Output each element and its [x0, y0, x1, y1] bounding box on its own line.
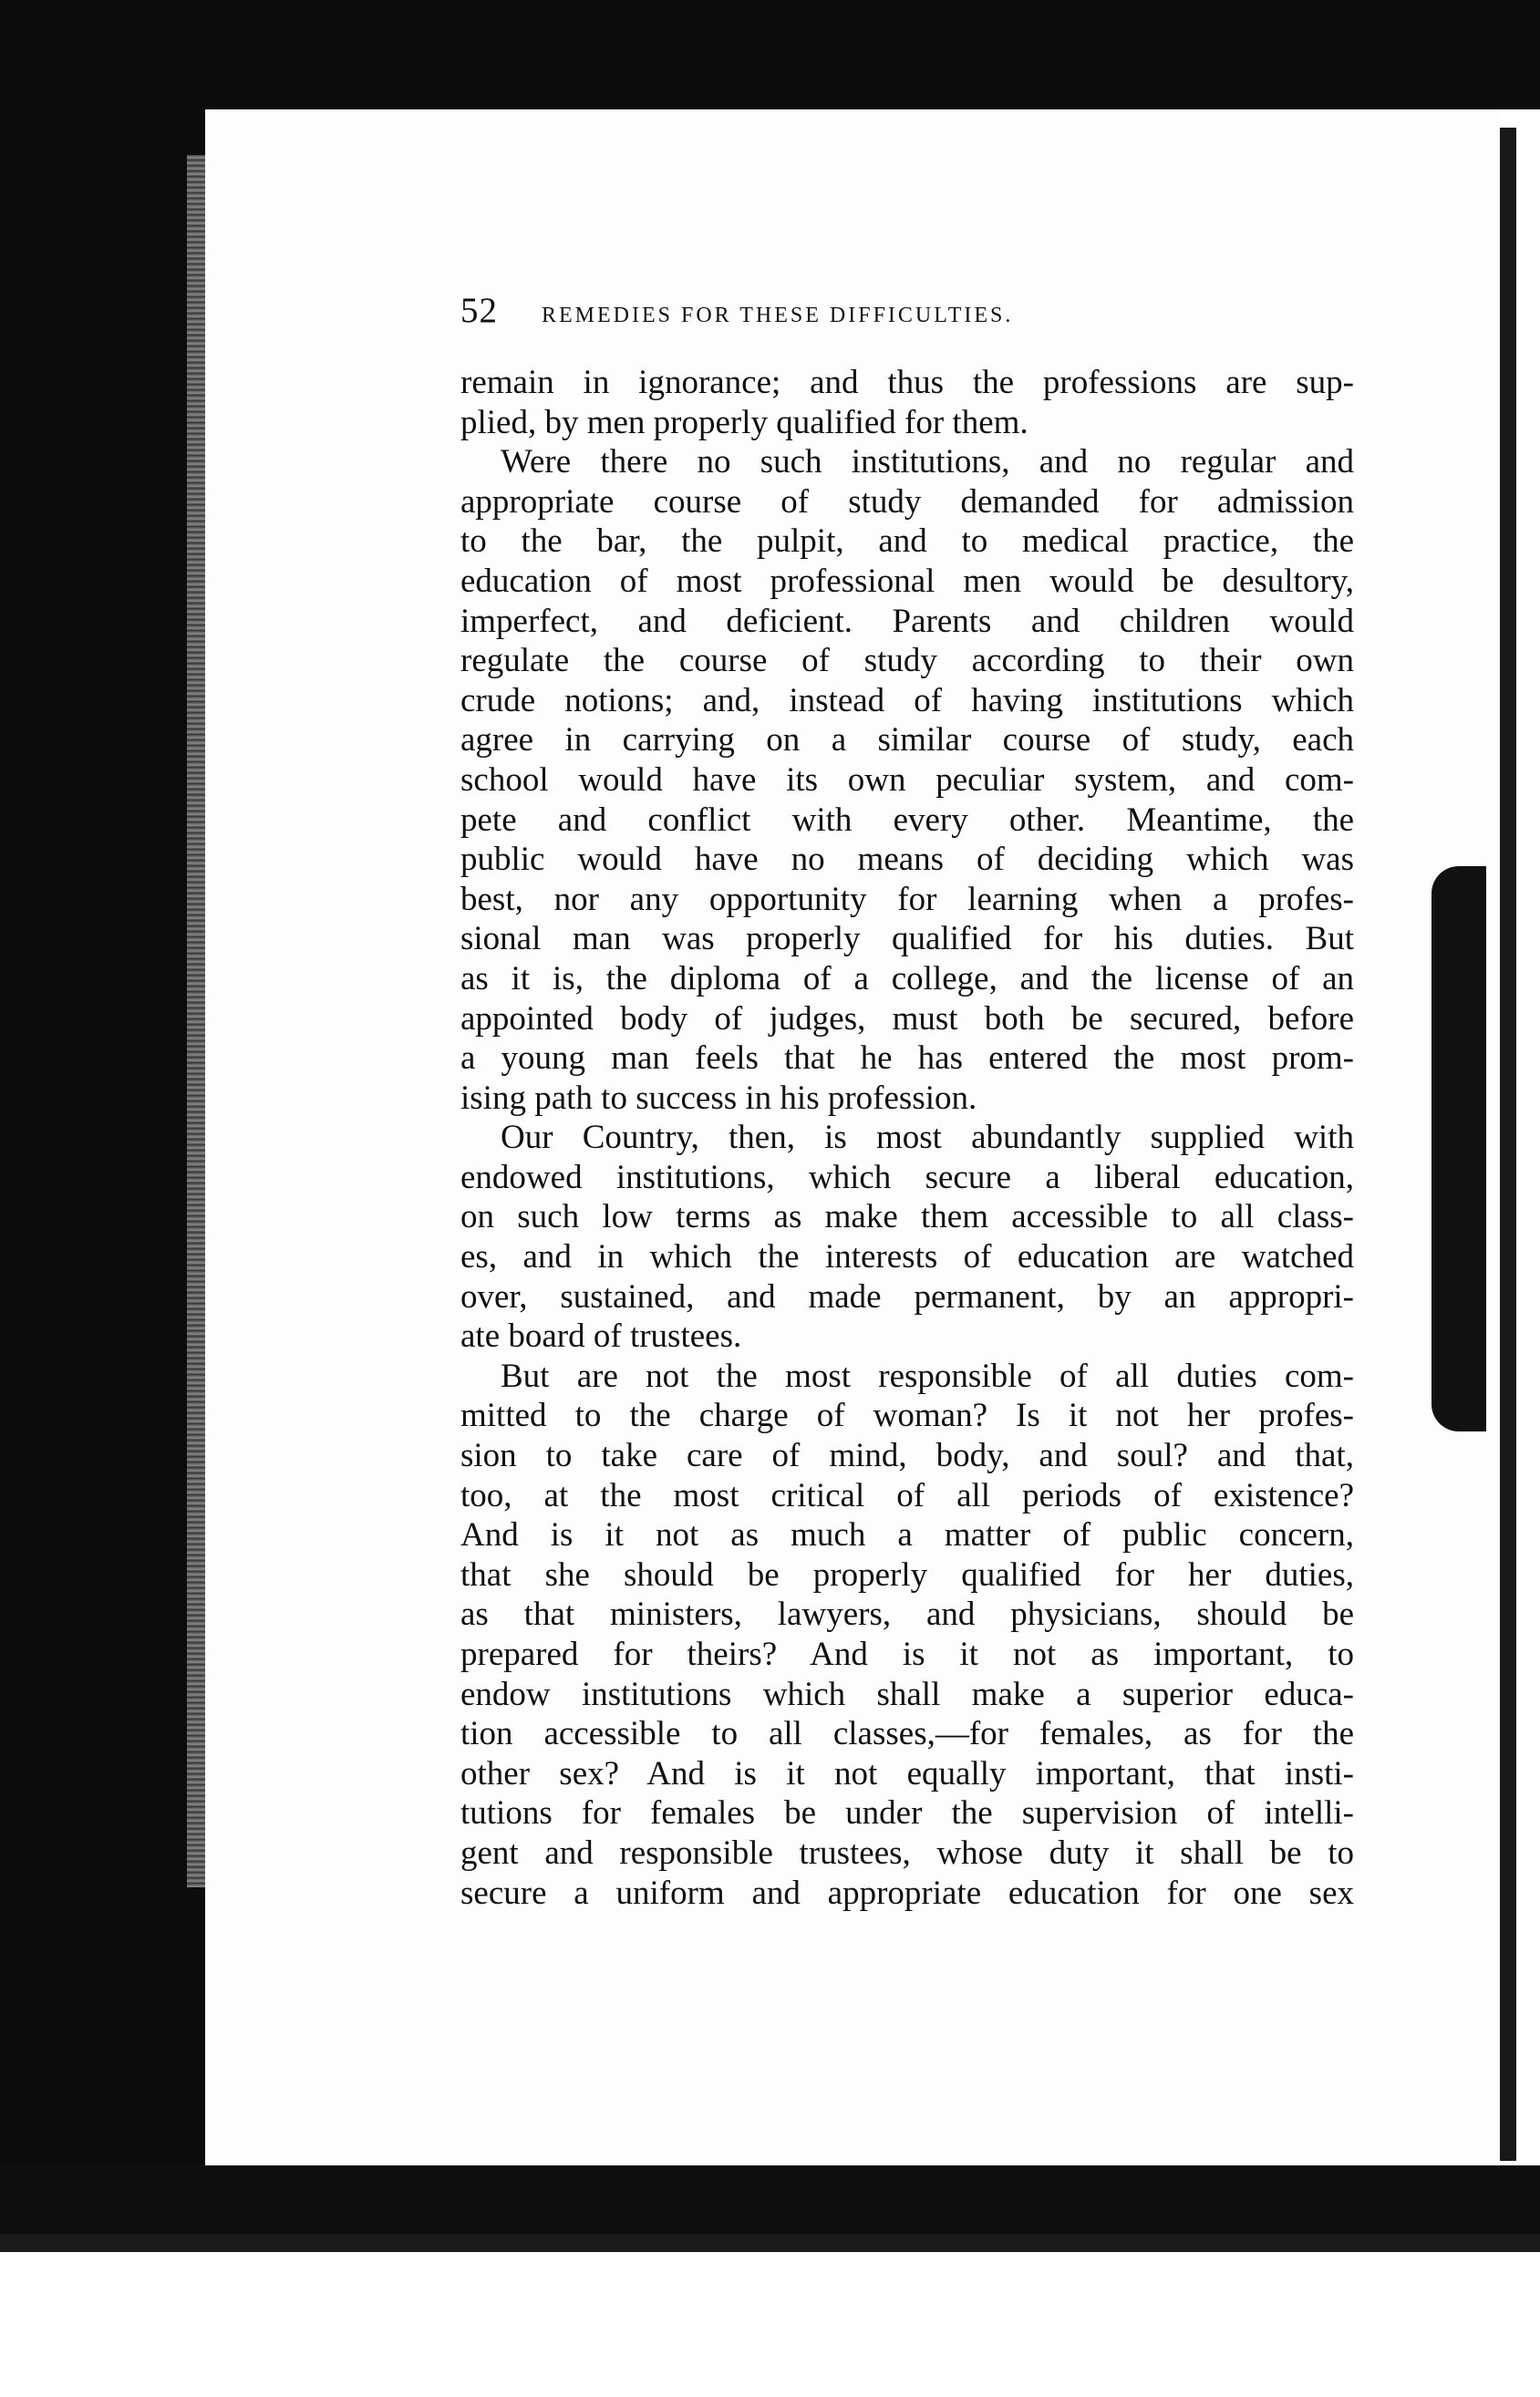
text-line: tion accessible to all classes,—for females, as for the	[460, 1715, 1354, 1753]
text-line: over, sustained, and made permanent, by an appropri-	[460, 1277, 1354, 1316]
text-line: remain in ignorance; and thus the professions are sup-	[460, 364, 1354, 401]
text-line: plied, by men properly qualified for them.	[460, 403, 1028, 441]
scan-bottom-paper	[0, 2252, 1540, 2397]
page-number: 52	[460, 291, 498, 330]
text-line: Were there no such institutions, and no regular and	[501, 443, 1354, 481]
text-line: other sex? And is it not equally important, that insti-	[460, 1754, 1354, 1793]
text-line: as it is, the diploma of a college, and the license of an	[460, 959, 1354, 997]
text-line: that she should be properly qualified for her duties,	[460, 1555, 1354, 1594]
text-line: agree in carrying on a similar course of study, each	[460, 721, 1354, 759]
scan-right-clip	[1431, 866, 1486, 1431]
text-line: public would have no means of deciding which was	[460, 841, 1354, 879]
text-line: too, at the most critical of all periods of existence?	[460, 1476, 1354, 1514]
text-line: as that ministers, lawyers, and physicians, should be	[460, 1596, 1354, 1634]
scan-border-right	[1500, 128, 1516, 2161]
running-head: REMEDIES FOR THESE DIFFICULTIES.	[542, 304, 1014, 327]
page-header	[460, 290, 1372, 336]
text-line: imperfect, and deficient. Parents and children would	[460, 602, 1354, 640]
text-line: And is it not as much a matter of public concern,	[460, 1516, 1354, 1555]
text-line: sion to take care of mind, body, and soul? and that,	[460, 1437, 1354, 1475]
text-line: tutions for females be under the supervision of intelli-	[460, 1794, 1354, 1833]
text-line: ising path to success in his profession.	[460, 1079, 977, 1117]
text-line: best, nor any opportunity for learning when a profes-	[460, 880, 1354, 918]
text-line: appropriate course of study demanded for admission	[460, 482, 1354, 521]
text-line: sional man was properly qualified for his duties. But	[460, 920, 1354, 958]
text-line: But are not the most responsible of all duties com-	[501, 1357, 1354, 1395]
text-line: pete and conflict with every other. Meantime, the	[460, 801, 1354, 839]
scan-border-top	[0, 0, 1540, 109]
text-line: school would have its own peculiar system, and com-	[460, 760, 1354, 799]
text-line: on such low terms as make them accessible to all class-	[460, 1198, 1354, 1236]
text-line: regulate the course of study according to their own	[460, 642, 1354, 680]
text-line: Our Country, then, is most abundantly supplied with	[501, 1119, 1354, 1157]
text-line: crude notions; and, instead of having institutions which	[460, 681, 1354, 719]
text-line: secure a uniform and appropriate education for one sex	[460, 1874, 1354, 1912]
text-line: es, and in which the interests of education are watched	[460, 1238, 1354, 1276]
text-line: prepared for theirs? And is it not as important, to	[460, 1636, 1354, 1673]
text-line: to the bar, the pulpit, and to medical practice, the	[460, 522, 1354, 561]
text-line: education of most professional men would be desultory,	[460, 562, 1354, 600]
text-line: appointed body of judges, must both be secured, before	[460, 999, 1354, 1038]
text-line: gent and responsible trustees, whose duty it shall be to	[460, 1834, 1354, 1872]
page-edge-shadow	[187, 155, 205, 1887]
text-line: ate board of trustees.	[460, 1317, 742, 1356]
text-line: endow institutions which shall make a superior educa-	[460, 1675, 1354, 1713]
text-line: a young man feels that he has entered the most prom-	[460, 1039, 1354, 1078]
text-line: mitted to the charge of woman? Is it not her profes-	[460, 1397, 1354, 1435]
scan-border-left	[0, 0, 205, 2397]
body-text	[460, 363, 1354, 1913]
text-line: endowed institutions, which secure a liberal education,	[460, 1158, 1354, 1196]
